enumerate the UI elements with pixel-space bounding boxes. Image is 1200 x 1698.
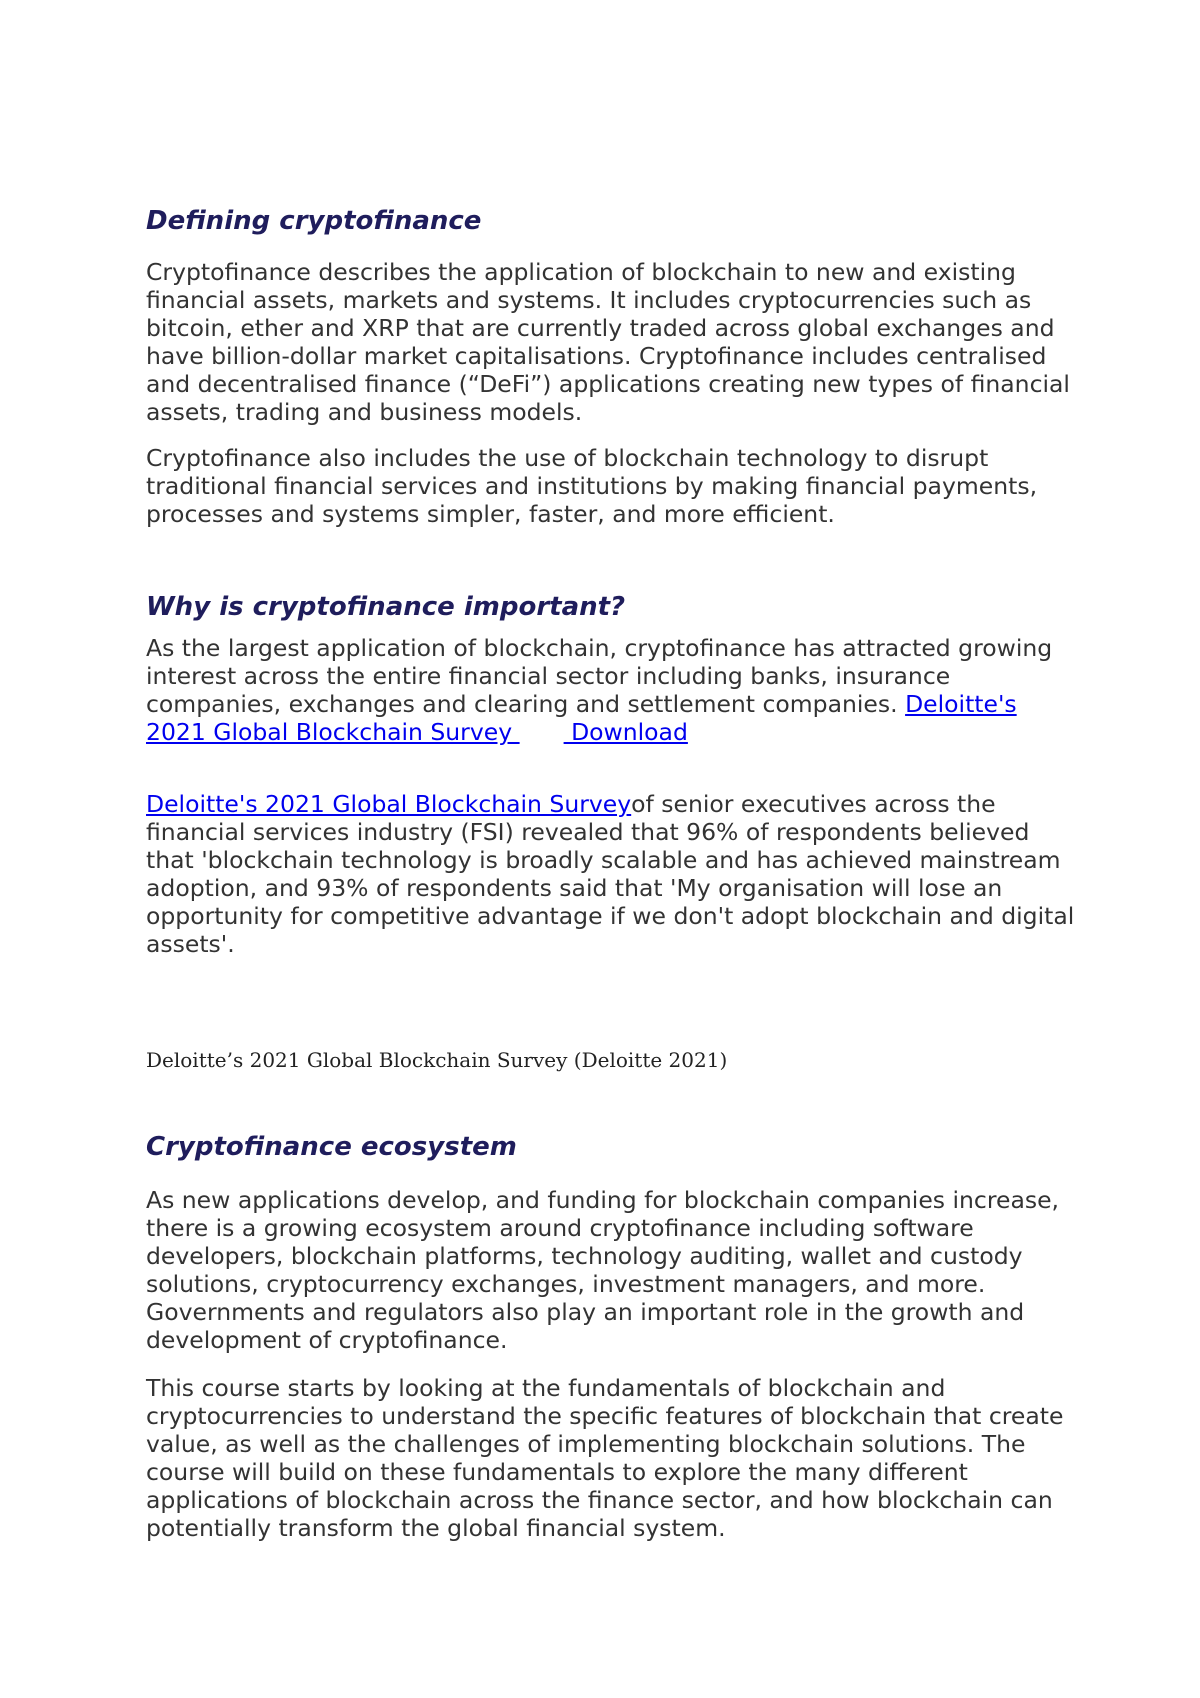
important-paragraph-1-text: As the largest application of blockchain, cryptofinance has attracted growing interest across the entire financial sector including banks, insurance companies, exchanges and clearing and settlement companies. xyxy=(146,634,1053,718)
important-paragraph-1 xyxy=(146,634,1076,746)
section-heading-important: Why is cryptofinance important? xyxy=(146,592,626,622)
figure-caption: Deloitte’s 2021 Global Blockchain Survey (Deloitte 2021) xyxy=(146,1048,728,1072)
download-link[interactable]: Download xyxy=(563,718,688,746)
ecosystem-paragraph-1: As new applications develop, and funding for blockchain companies increase, there is a growing ecosystem around cryptofinance including software developers, blockchain platforms, technology auditing, wallet and custody solutions, cryptocurrency exchanges, investment managers, and more. Governments and regulators also play an important role in the growth and development of cryptofinance. xyxy=(146,1186,1060,1354)
important-paragraph-2 xyxy=(146,790,1076,958)
survey-link[interactable]: Deloitte's 2021 Global Blockchain Survey xyxy=(146,690,1017,746)
defining-paragraph-2: Cryptofinance also includes the use of blockchain technology to disrupt traditional financial services and institutions by making financial payments, processes and systems simpler, faster, and more efficient. xyxy=(146,444,1038,528)
survey-link-2[interactable]: Deloitte's 2021 Global Blockchain Survey xyxy=(146,790,632,818)
important-paragraph-2-text: of senior executives across the financial services industry (FSI) revealed that 96% of respondents believed that 'blockchain technology is broadly scalable and has achieved mainstream adoption, and 93% of respondents said that 'My organisation will lose an opportunity for competitive advantage if we don't adopt blockchain and digital assets'. xyxy=(146,790,1075,958)
section-heading-defining: Defining cryptofinance xyxy=(146,206,482,236)
defining-paragraph-1: Cryptofinance describes the application of blockchain to new and existing financial assets, markets and systems. It includes cryptocurrencies such as bitcoin, ether and XRP that are currently traded across global exchanges and have billion-dollar market capitalisations. Cryptofinance includes centralised and decentralised finance (“DeFi”) applications creating new types of financial assets, trading and business models. xyxy=(146,258,1070,426)
ecosystem-paragraph-2: This course starts by looking at the fundamentals of blockchain and cryptocurrencies to understand the specific features of blockchain that create value, as well as the challenges of implementing blockchain solutions. The course will build on these fundamentals to explore the many different applications of blockchain across the finance sector, and how blockchain can potentially transform the global financial system. xyxy=(146,1374,1064,1542)
section-heading-ecosystem: Cryptofinance ecosystem xyxy=(146,1132,517,1162)
